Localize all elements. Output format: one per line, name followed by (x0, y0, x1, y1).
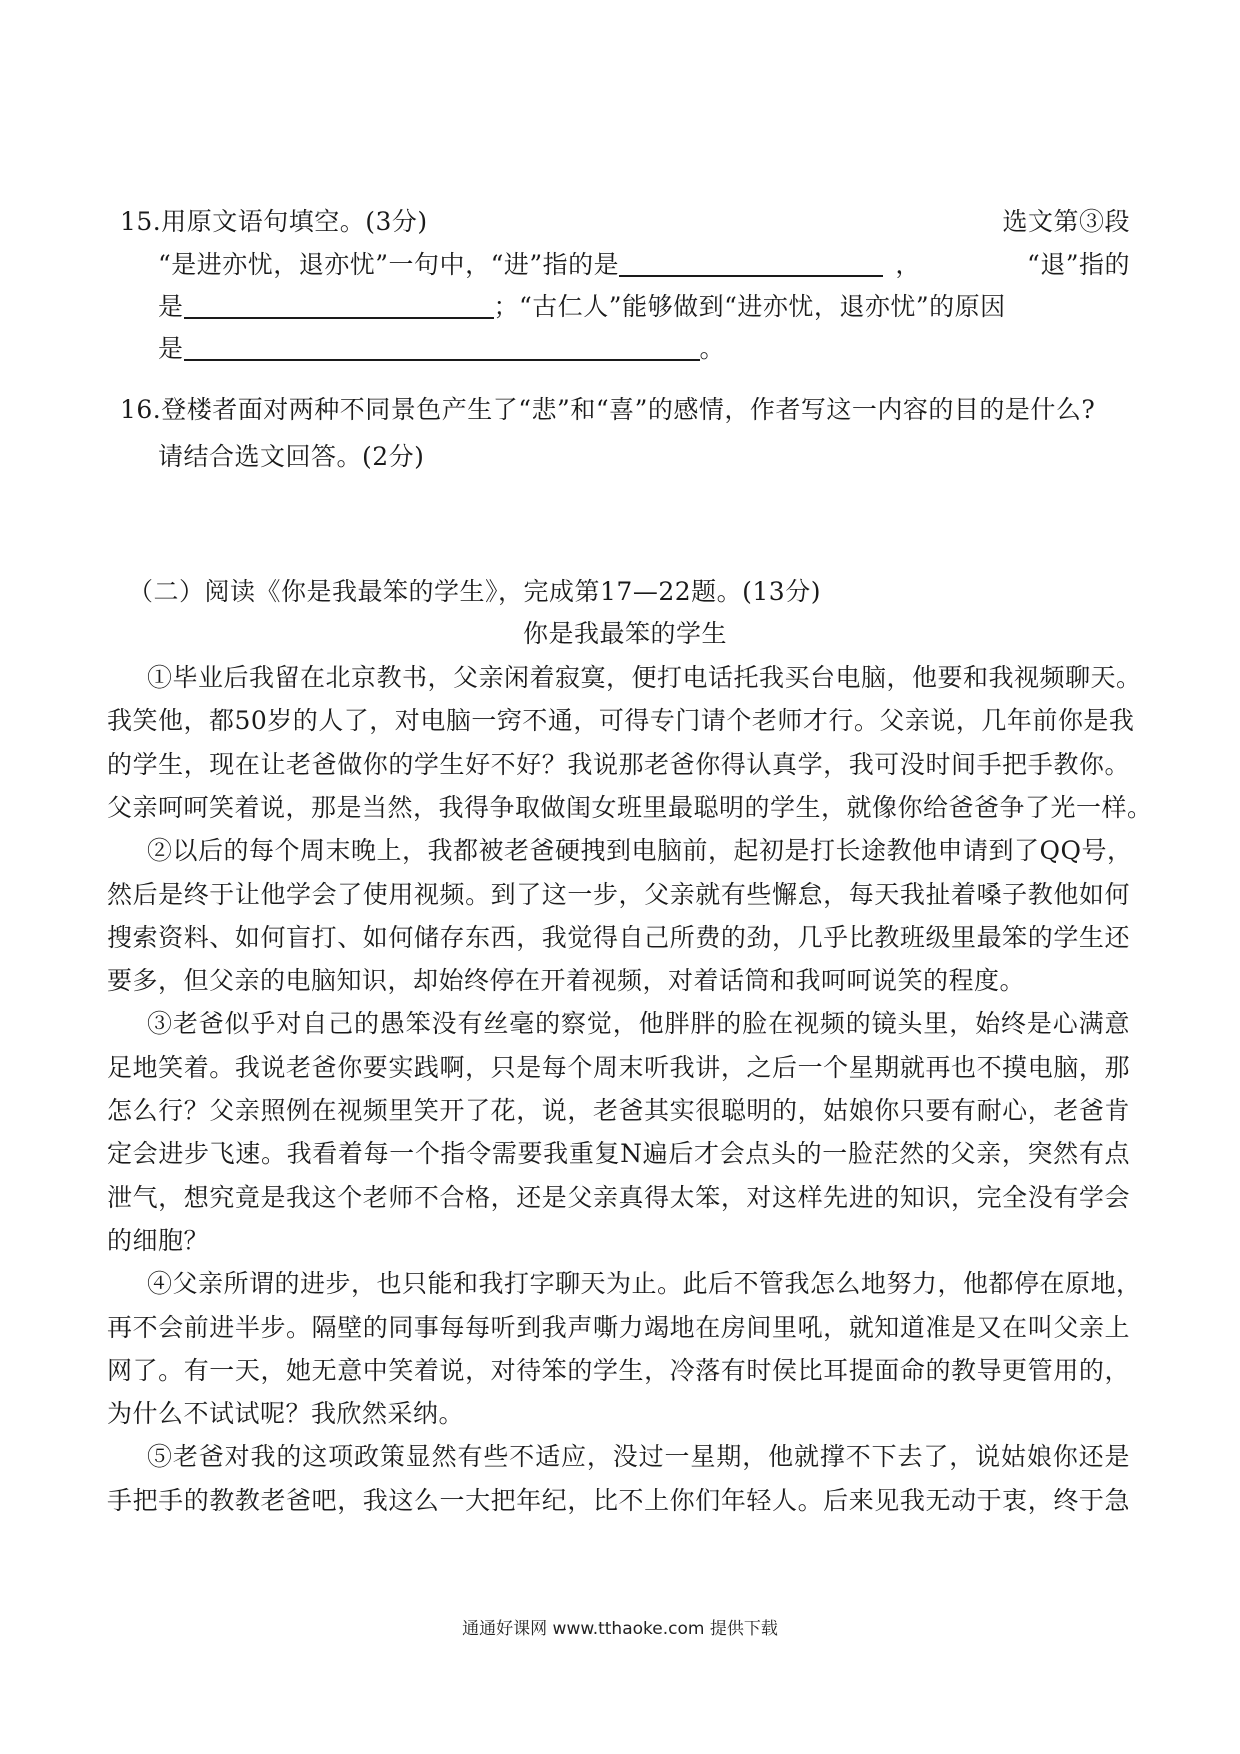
article-line: 的学生，现在让老爸做你的学生好不好？我说那老爸你得认真学，我可没时间手把手教你。 (107, 749, 1130, 779)
article-line: 手把手的教教老爸吧，我这么一大把年纪，比不上你们年轻人。后来见我无动于衷，终于急 (107, 1485, 1130, 1515)
article-line: 搜索资料、如何盲打、如何储存东西，我觉得自己所费的劲，几乎比教班级里最笨的学生还 (107, 922, 1130, 952)
article-line: 然后是终于让他学会了使用视频。到了这一步，父亲就有些懈怠，每天我扯着嗓子教他如何 (107, 879, 1130, 909)
q15-line3-head: 是 (158, 334, 184, 363)
article-line: ④父亲所谓的进步，也只能和我打字聊天为止。此后不管我怎么地努力，他都停在原地， (147, 1269, 1142, 1299)
q16-line1: 16.登楼者面对两种不同景色产生了“悲”和“喜”的感情，作者写这一内容的目的是什么? (120, 395, 1096, 424)
article-line: 父亲呵呵笑着说，那是当然，我得争取做闺女班里最聪明的学生，就像你给爸爸争了光一样。 (107, 792, 1153, 822)
article-line: 我笑他，都50岁的人了，对电脑一窍不通，可得专门请个老师才行。父亲说，几年前你是我 (107, 706, 1135, 736)
q15-line2 (158, 290, 1130, 324)
article-line: 要多，但父亲的电脑知识，却始终停在开着视频，对着话筒和我呵呵说笑的程度。 (107, 966, 1026, 996)
article-line: 泄气，想究竟是我这个老师不合格，还是父亲真得太笨，对这样先进的知识，完全没有学会 (107, 1182, 1130, 1212)
article-line: 网了。有一天，她无意中笑着说，对待笨的学生，冷落有时侯比耳提面命的教导更管用的， (107, 1355, 1130, 1385)
article-line: 怎么行？父亲照例在视频里笑开了花，说，老爸其实很聪明的，姑娘你只要有耐心，老爸肯 (107, 1096, 1130, 1125)
article-line: 的细胞？ (107, 1225, 210, 1255)
answer-blank[interactable] (184, 333, 700, 361)
article-line: ③老爸似乎对自己的愚笨没有丝毫的察觉，他胖胖的脸在视频的镜头里，始终是心满意 (147, 1009, 1130, 1039)
q15-comma: ， (895, 250, 921, 279)
article-line: 定会进步飞速。我看着每一个指令需要我重复N遍后才会点头的一脸茫然的父亲，突然有点 (107, 1139, 1130, 1169)
q15-line3-tail: 。 (699, 334, 726, 363)
q15-title: 15.用原文语句填空。(3分) (120, 207, 428, 236)
article-line: ①毕业后我留在北京教书，父亲闲着寂寞，便打电话托我买台电脑，他要和我视频聊天。 (147, 663, 1142, 692)
article-title: 你是我最笨的学生 (522, 619, 727, 648)
answer-blank[interactable] (619, 249, 883, 277)
section2-intro: （二）阅读《你是我最笨的学生》，完成第17—22题。(13分) (128, 577, 821, 606)
answer-blank[interactable] (184, 291, 494, 319)
q15-source: 选文第③段 (1002, 207, 1130, 236)
q15-line1-text: “是进亦忧，退亦忧”一句中，“进”指的是 (158, 250, 620, 279)
q15-line1 (158, 248, 1130, 282)
q15-line3 (158, 332, 1130, 366)
article-line: 为什么不试试呢？我欣然采纳。 (107, 1399, 465, 1429)
article-line: 足地笑着。我说老爸你要实践啊，只是每个周末听我讲，之后一个星期就再也不摸电脑，那 (107, 1052, 1130, 1082)
article-line: 再不会前进半步。隔壁的同事每每听到我声嘶力竭地在房间里吼，就知道准是又在叫父亲上 (107, 1312, 1130, 1342)
article-line: ⑤老爸对我的这项政策显然有些不适应，没过一星期，他就撑不下去了，说姑娘你还是 (147, 1442, 1130, 1472)
article-line: ②以后的每个周末晚上，我都被老爸硬拽到电脑前，起初是打长途教他申请到了QQ号， (147, 836, 1133, 866)
q15-header (120, 205, 1130, 239)
page-footer: 通通好课网 www.tthaoke.com 提供下载 (462, 1619, 778, 1639)
q15-line2-text: ；“古仁人”能够做到“进亦忧，退亦忧”的原因 (493, 292, 1006, 321)
q15-line1-tail: “退”指的 (1026, 250, 1130, 279)
q16-line2: 请结合选文回答。(2分) (158, 442, 425, 471)
q15-line2-head: 是 (158, 292, 184, 321)
